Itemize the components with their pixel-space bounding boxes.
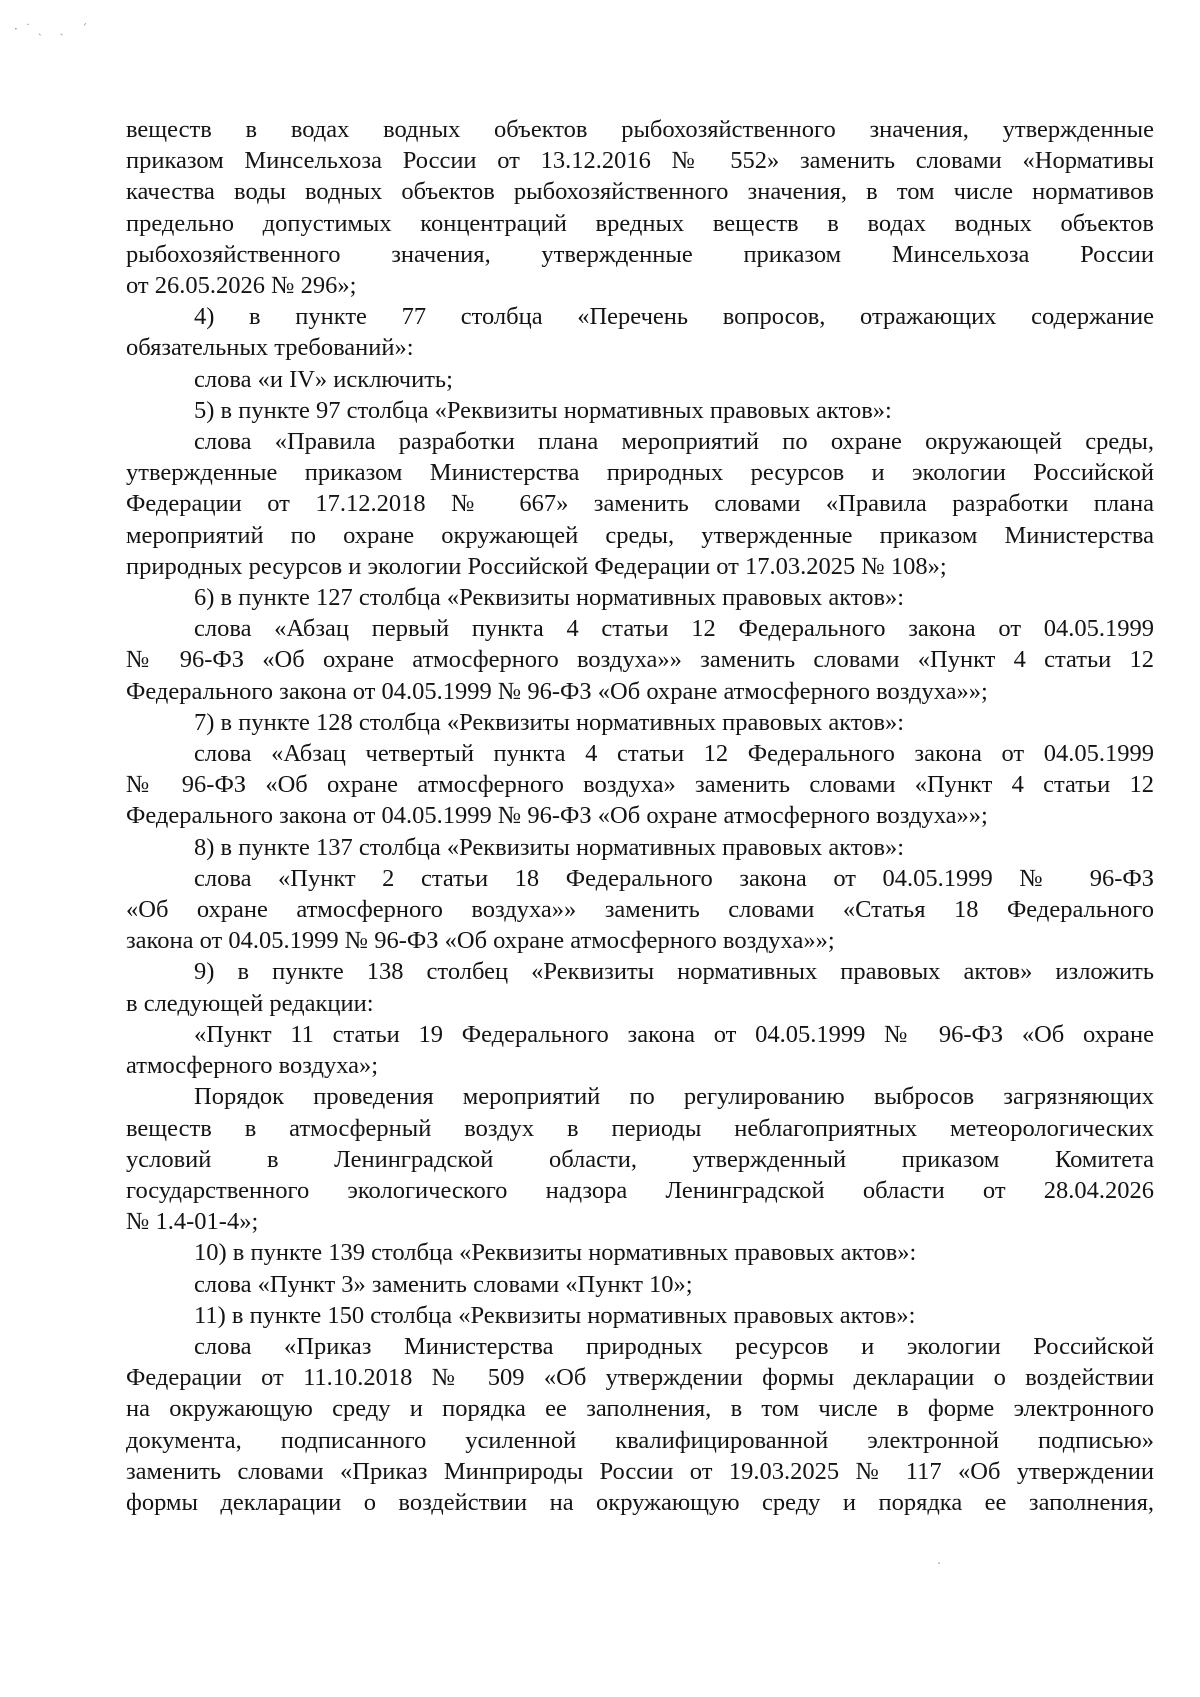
paragraph-line: документа, подписанного усиленной квалифицированной электронной подписью» <box>126 1426 1154 1454</box>
paragraph <box>126 707 1154 738</box>
paragraph-line: государственного экологического надзора Ленинградской области от 28.04.2026 <box>126 1176 1154 1204</box>
paragraph <box>126 613 1154 707</box>
paragraph-line: мероприятий по охране окружающей среды, утвержденные приказом Министерства <box>126 521 1154 549</box>
paragraph <box>126 1019 1154 1081</box>
paragraph-line: № 96-ФЗ «Об охране атмосферного воздуха»» заменить словами «Пункт 4 статьи 12 <box>126 646 1154 674</box>
scan-artifact-marks: ·˙ˏ ˎ ˊ <box>14 22 95 36</box>
paragraph-line: 5) в пункте 97 столбца «Реквизиты нормативных правовых актов»: <box>194 396 892 424</box>
paragraph-line: Федерального закона от 04.05.1999 № 96-ФЗ «Об охране атмосферного воздуха»»; <box>126 677 988 705</box>
paragraph-line: слова «Пункт 2 статьи 18 Федерального закона от 04.05.1999 № 96-ФЗ <box>194 864 1154 892</box>
paragraph-line: № 1.4-01-4»; <box>126 1208 259 1236</box>
paragraph <box>126 738 1154 832</box>
paragraph-line: слова «Правила разработки плана мероприятий по охране окружающей среды, <box>194 428 1154 456</box>
paragraph-line: 7) в пункте 128 столбца «Реквизиты нормативных правовых актов»: <box>194 708 905 736</box>
paragraph-line: 6) в пункте 127 столбца «Реквизиты нормативных правовых актов»: <box>194 584 905 612</box>
paragraph-line: от 26.05.2026 № 296»; <box>126 272 357 300</box>
paragraph-line: веществ в атмосферный воздух в периоды неблагоприятных метеорологических <box>126 1114 1154 1142</box>
paragraph <box>126 301 1154 363</box>
paragraph-line: слова «Абзац четвертый пункта 4 статьи 12 Федерального закона от 04.05.1999 <box>194 740 1154 768</box>
paragraph-line: слова «Приказ Министерства природных ресурсов и экологии Российской <box>194 1332 1154 1360</box>
paragraph-line: Порядок проведения мероприятий по регулированию выбросов загрязняющих <box>194 1083 1154 1111</box>
paragraph-line: «Об охране атмосферного воздуха»» заменить словами «Статья 18 Федерального <box>126 896 1154 924</box>
paragraph <box>126 395 1154 426</box>
paragraph <box>126 1269 1154 1300</box>
paragraph <box>126 1331 1154 1518</box>
scan-artifact-dot <box>938 1562 940 1564</box>
paragraph-line: обязательных требований»: <box>126 334 414 362</box>
paragraph-line: 4) в пункте 77 столбца «Перечень вопросов, отражающих содержание <box>194 303 1154 331</box>
paragraph-line: на окружающую среду и порядка ее заполнения, в том числе в форме электронного <box>126 1395 1154 1423</box>
paragraph <box>126 582 1154 613</box>
paragraph-line: заменить словами «Приказ Минприроды России от 19.03.2025 № 117 «Об утверждении <box>126 1457 1154 1485</box>
paragraph <box>126 863 1154 957</box>
paragraph <box>126 114 1154 301</box>
document-body <box>126 114 1154 1518</box>
paragraph-line: рыбохозяйственного значения, утвержденные приказом Минсельхоза России <box>126 240 1154 268</box>
paragraph <box>126 956 1154 1018</box>
paragraph <box>126 1081 1154 1237</box>
paragraph-line: приказом Минсельхоза России от 13.12.2016 № 552» заменить словами «Нормативы <box>126 147 1154 175</box>
paragraph-line: атмосферного воздуха»; <box>126 1052 379 1080</box>
paragraph-line: условий в Ленинградской области, утвержденный приказом Комитета <box>126 1145 1154 1173</box>
paragraph-line: слова «Абзац первый пункта 4 статьи 12 Федерального закона от 04.05.1999 <box>194 615 1154 643</box>
paragraph-line: 8) в пункте 137 столбца «Реквизиты нормативных правовых актов»: <box>194 833 905 861</box>
paragraph-line: предельно допустимых концентраций вредных веществ в водах водных объектов <box>126 209 1154 237</box>
paragraph-line: природных ресурсов и экологии Российской Федерации от 17.03.2025 № 108»; <box>126 552 947 580</box>
paragraph-line: формы декларации о воздействии на окружающую среду и порядка ее заполнения, <box>126 1488 1154 1516</box>
paragraph-line: слова «Пункт 3» заменить словами «Пункт 10»; <box>194 1270 693 1298</box>
paragraph-line: веществ в водах водных объектов рыбохозяйственного значения, утвержденные <box>126 116 1154 143</box>
paragraph-line: в следующей редакции: <box>126 989 374 1017</box>
paragraph-line: закона от 04.05.1999 № 96-ФЗ «Об охране атмосферного воздуха»»; <box>126 927 835 955</box>
paragraph-line: утвержденные приказом Министерства природных ресурсов и экологии Российской <box>126 459 1154 487</box>
paragraph <box>126 426 1154 582</box>
paragraph-line: Федерации от 11.10.2018 № 509 «Об утверждении формы декларации о воздействии <box>126 1364 1154 1392</box>
paragraph <box>126 1300 1154 1331</box>
paragraph-line: качества воды водных объектов рыбохозяйственного значения, в том числе нормативов <box>126 178 1154 206</box>
paragraph-line: 11) в пункте 150 столбца «Реквизиты нормативных правовых актов»: <box>194 1301 916 1329</box>
paragraph-line: 10) в пункте 139 столбца «Реквизиты нормативных правовых актов»: <box>194 1239 917 1267</box>
paragraph <box>126 364 1154 395</box>
paragraph <box>126 832 1154 863</box>
paragraph-line: Федерального закона от 04.05.1999 № 96-ФЗ «Об охране атмосферного воздуха»»; <box>126 802 988 830</box>
paragraph-line: № 96-ФЗ «Об охране атмосферного воздуха» заменить словами «Пункт 4 статьи 12 <box>126 771 1154 799</box>
paragraph-line: 9) в пункте 138 столбец «Реквизиты нормативных правовых актов» изложить <box>194 958 1154 986</box>
paragraph-line: слова «и IV» исключить; <box>194 365 453 393</box>
paragraph-line: «Пункт 11 статьи 19 Федерального закона от 04.05.1999 № 96-ФЗ «Об охране <box>194 1020 1154 1048</box>
paragraph-line: Федерации от 17.12.2018 № 667» заменить словами «Правила разработки плана <box>126 490 1154 518</box>
paragraph <box>126 1237 1154 1268</box>
